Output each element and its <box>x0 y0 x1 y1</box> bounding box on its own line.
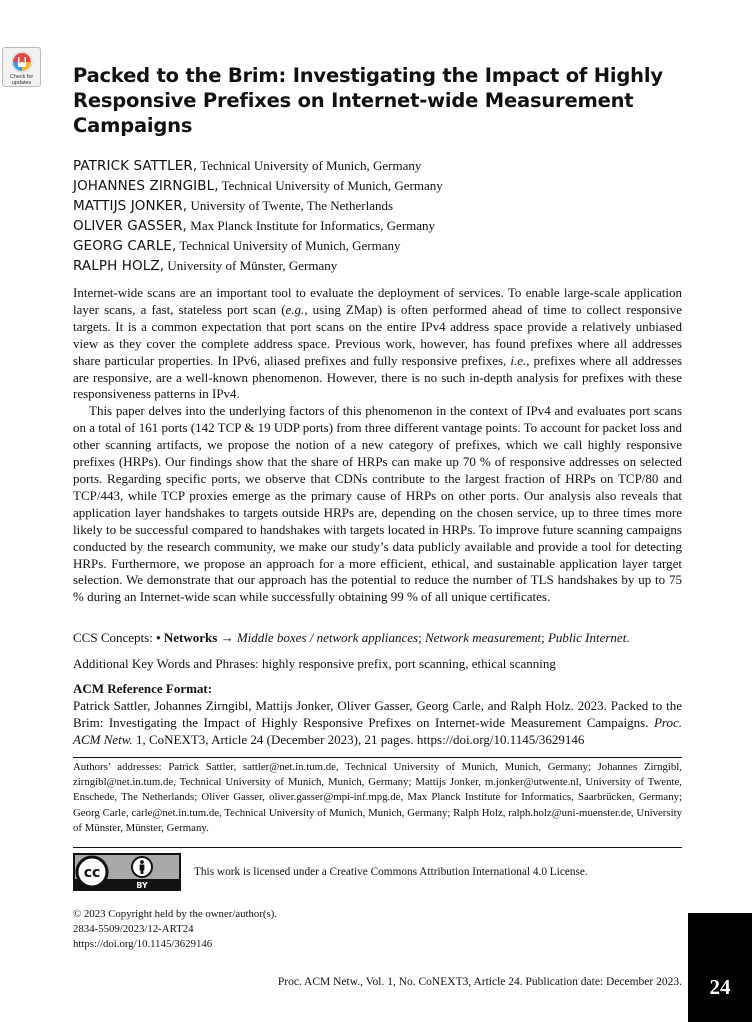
author-entry <box>73 216 683 236</box>
reference-text: 1, CoNEXT3, Article 24 (December 2023), 21 pages. https://doi.org/10.1145/3629146 <box>132 732 585 747</box>
author-affiliation: Technical University of Munich, Germany <box>176 238 401 253</box>
cc-logo-text: cc <box>83 865 101 881</box>
by-logo-text: BY <box>136 881 148 890</box>
check-for-updates-badge[interactable] <box>2 47 41 87</box>
author-list <box>73 156 683 276</box>
paper-title: Packed to the Brim: Investigating the Impact of Highly Responsive Prefixes on Internet-wide Measurement Campaigns <box>73 64 663 137</box>
ccs-separator: ; <box>541 630 548 645</box>
page-number-tab <box>688 913 752 1022</box>
author-name: RALPH HOLZ, <box>73 258 165 274</box>
abstract <box>73 285 682 606</box>
author-affiliation: Technical University of Munich, Germany <box>218 178 443 193</box>
author-entry <box>73 196 683 216</box>
abstract-text: , prefixes where all addresses are responsive, are a well-known phenomenon. However, there is no such in-depth analysis for prefixes with these responsiveness patterns in IPv4. <box>73 352 683 402</box>
check-for-updates-icon <box>11 51 33 73</box>
acm-reference-text <box>73 697 682 748</box>
copyright-block <box>73 907 373 953</box>
ccs-item: Middle boxes / network appliances <box>236 630 419 645</box>
author-name: MATTIJS JONKER, <box>73 198 188 214</box>
author-entry <box>73 176 683 196</box>
abstract-text: Internet-wide scans are an important tool to evaluate the deployment of services. To enable large-scale application layer scans, a fast, stateless port scan ( <box>73 285 682 317</box>
ccs-end: . <box>626 630 630 645</box>
author-affiliation: University of Münster, Germany <box>164 258 338 273</box>
abstract-text: , using ZMap) is often performed ahead of time to collect responsive targets. It is a common expectation that port scans on the entire IPv4 address space provide a relatively unbiased view as they cover the complete address space. Previous work, however, has found prefixes where all addresses share particular properties. In IPv6, aliased prefixes and fully responsive prefixes, <box>73 301 682 368</box>
author-entry <box>73 256 683 276</box>
ccs-label: CCS Concepts: <box>73 630 157 645</box>
author-name: GEORG CARLE, <box>73 238 177 254</box>
page-footer: Proc. ACM Netw., Vol. 1, No. CoNEXT3, Article 24. Publication date: December 2023. <box>277 976 682 988</box>
ccs-item: Network measurement <box>424 630 542 645</box>
divider <box>73 847 682 848</box>
abstract-paragraph-2: This paper delves into the underlying factors of this phenomenon in the context of IPv4 and evaluates port scans on a total of 161 ports (142 TCP & 19 UDP ports) from three different vantage points. To account for packet loss and other scanning artifacts, we propose the notion of a new category of prefixes, which we call highly responsive prefixes (HRPs). Our findings show that the share of HRPs can make up 70 % of responsive addresses on selected ports. Regarding specific ports, we observe that CDNs contribute to the largest fraction of HRPs on TCP/80 and TCP/443, while TCP proxies emerge as the primary cause of HRPs on other ports. Our analysis also reveals that application layer handshakes to targets outside HRPs are, depending on the chosen service, up to three times more likely to be successful compared to handshakes with targets located in HRPs. To improve future scanning campaigns conducted by the research community, we make our study’s data publicly available and provide a tool for detecting HRPs. Furthermore, we propose an approach for a more efficient, ethical, and sustainable application layer target selection. We demonstrate that our approach has the potential to reduce the number of TLS handshakes by up to 75 % during an Internet-wide scan while successfully obtaining 99 % of all unique certificates. <box>73 403 682 605</box>
author-entry <box>73 236 683 256</box>
reference-text: Patrick Sattler, Johannes Zirngibl, Mattijs Jonker, Oliver Gasser, Georg Carle, and Ralph Holz. 2023. Packed to the Brim: Investigating the Impact of Highly Responsive Prefixes on Internet-wide Measurement Campaigns. <box>73 698 682 730</box>
keywords: Additional Key Words and Phrases: highly responsive prefix, port scanning, ethical scanning <box>73 656 556 671</box>
license-statement: This work is licensed under a Creative Commons Attribution International 4.0 License. <box>194 866 588 878</box>
ccs-arrow: → <box>217 630 237 645</box>
author-affiliation: University of Twente, The Netherlands <box>187 198 394 213</box>
ccs-separator: ; <box>418 630 425 645</box>
page-number: 24 <box>709 975 731 999</box>
issn-line: 2834-5509/2023/12-ART24 <box>73 923 194 936</box>
copyright-line: © 2023 Copyright held by the owner/author(s). <box>73 908 278 920</box>
author-name: JOHANNES ZIRNGIBL, <box>73 178 219 194</box>
cc-by-logo[interactable] <box>73 853 181 891</box>
divider <box>73 757 682 758</box>
acm-reference-heading: ACM Reference Format: <box>73 681 213 696</box>
author-affiliation: Max Planck Institute for Informatics, Germany <box>187 218 436 233</box>
reference-journal: Proc. ACM Netw. <box>73 715 682 747</box>
author-affiliation: Technical University of Munich, Germany <box>197 158 422 173</box>
author-name: PATRICK SATTLER, <box>73 158 198 174</box>
abstract-paragraph-1 <box>73 285 682 403</box>
ccs-item: Public Internet <box>547 630 627 645</box>
cc-by-icon <box>73 853 181 891</box>
author-name: OLIVER GASSER, <box>73 218 188 234</box>
abstract-italic: i.e. <box>510 352 527 368</box>
check-for-updates-label: Check for updates <box>9 74 34 86</box>
doi-link[interactable]: https://doi.org/10.1145/3629146 <box>73 938 213 951</box>
abstract-italic: e.g. <box>285 301 305 317</box>
ccs-concepts <box>73 629 682 646</box>
ccs-term: • Networks <box>156 630 218 645</box>
author-entry <box>73 156 683 176</box>
authors-addresses: Authors’ addresses: Patrick Sattler, sattler@net.in.tum.de, Technical University of Munich, Munich, Germany; Johannes Zirngibl, zirngibl@net.in.tum.de, Technical University of Munich, Munich, Germany; Mattijs Jonker, m.jonker@utwente.nl, University of Twente, Enschede, The Netherlands; Oliver Gasser, oliver.gasser@mpi-inf.mpg.de, Max Planck Institute for Informatics, Saarbrücken, Germany; Georg Carle, carle@net.in.tum.de, Technical University of Munich, Munich, Germany; Ralph Holz, ralph.holz@uni-muenster.de, University of Münster, Münster, Germany. <box>73 761 682 834</box>
